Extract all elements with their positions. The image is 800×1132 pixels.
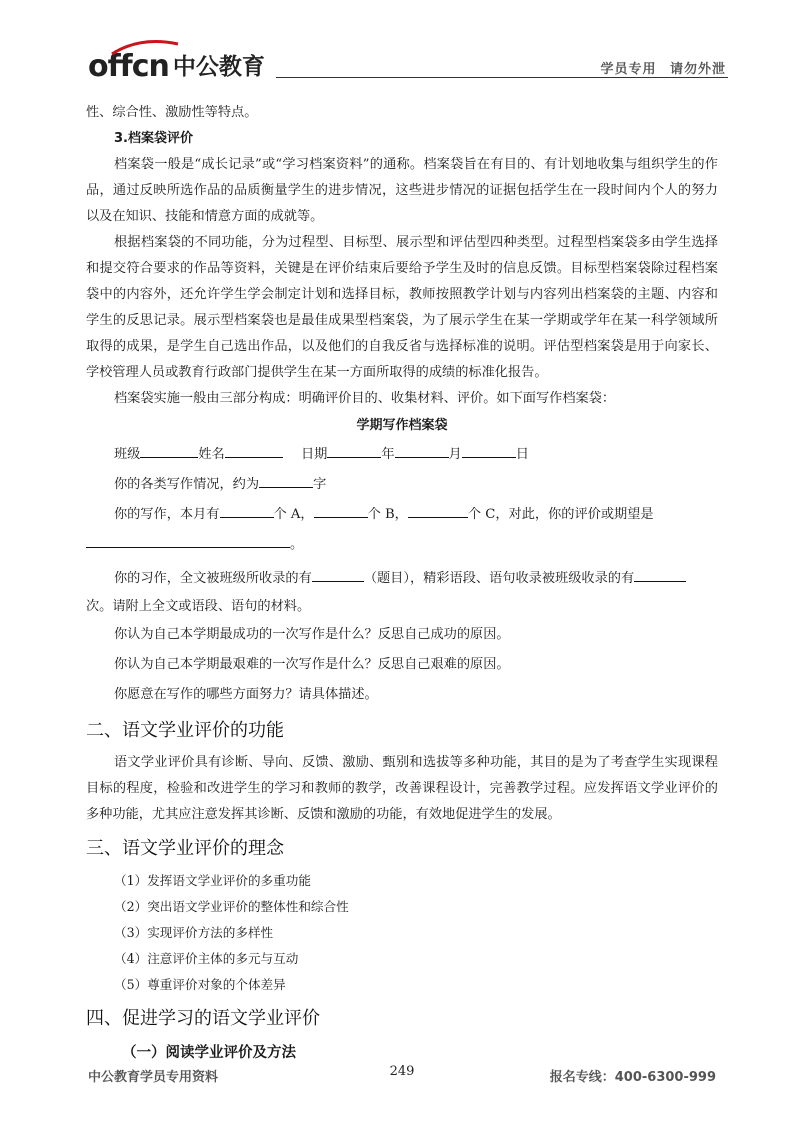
offcn-logo xyxy=(88,42,265,82)
header-tag: 学员专用 请勿外泄 xyxy=(600,62,726,77)
day-blank xyxy=(462,443,516,458)
date-label: 日期 xyxy=(300,447,328,462)
page-header xyxy=(88,34,728,84)
logo-chinese-name: 中公教育 xyxy=(172,54,265,80)
portfolio-heading: 3.档案袋评价 xyxy=(114,131,193,146)
grade-a-blank xyxy=(220,503,274,518)
section-4-heading: 四、促进学习的语文学业评价 xyxy=(86,1008,320,1029)
principle-item-4: （4）注意评价主体的多元与互动 xyxy=(114,951,299,966)
logo-swoosh-icon xyxy=(110,38,180,56)
form-line-collection xyxy=(114,564,718,594)
section-2-heading: 二、语文学业评价的功能 xyxy=(86,720,284,741)
header-rule xyxy=(276,77,728,78)
form-line-class-name-date xyxy=(114,440,718,470)
reflection-question-3: 你愿意在写作的哪些方面努力？请具体描述。 xyxy=(114,687,378,702)
class-label: 班级 xyxy=(114,447,141,462)
continued-text: 性、综合性、激励性等特点。 xyxy=(86,105,258,120)
portfolio-paragraph-3: 档案袋实施一般由三部分构成：明确评价目的、收集材料、评价。如下面写作档案袋： xyxy=(114,391,616,406)
expectation-end: 。 xyxy=(290,537,304,552)
collection-prefix: 你的习作，全文被班级所收录的有 xyxy=(114,571,312,586)
footer-hotline: 报名专线：400-6300-999 xyxy=(549,1070,716,1085)
collection-count-blank xyxy=(634,567,686,582)
month-label: 月 xyxy=(448,447,462,462)
grade-b-blank xyxy=(314,503,368,518)
section-3-heading: 三、语文学业评价的理念 xyxy=(86,838,284,859)
grades-prefix: 你的写作，本月有 xyxy=(114,507,220,522)
reflection-question-1: 你认为自己本学期最成功的一次写作是什么？反思自己成功的原因。 xyxy=(114,627,510,642)
class-blank xyxy=(140,443,198,458)
year-label: 年 xyxy=(381,447,395,462)
grade-a-label: 个 A， xyxy=(273,507,314,522)
grade-b-label: 个 B， xyxy=(367,507,408,522)
grade-c-blank xyxy=(408,503,468,518)
principle-item-5: （5）尊重评价对象的个体差异 xyxy=(114,977,286,992)
collection-title-blank xyxy=(312,567,364,582)
name-blank xyxy=(225,443,283,458)
page-number: 249 xyxy=(389,1064,415,1079)
year-blank xyxy=(327,443,381,458)
logo-wordmark: offcn xyxy=(88,49,169,84)
page-content xyxy=(86,100,718,1068)
page-footer xyxy=(88,1066,716,1086)
collection-end: 次。请附上全文或语段、语句的材料。 xyxy=(86,599,311,614)
name-label: 姓名 xyxy=(198,447,225,462)
footer-label: 中公教育学员专用资料 xyxy=(88,1070,219,1085)
principle-item-1: （1）发挥语文学业评价的多重功能 xyxy=(114,873,311,888)
form-line-expectation xyxy=(86,530,718,560)
collection-middle: （题目），精彩语段、语句收录被班级收录的有 xyxy=(363,571,635,586)
grade-c-label: 个 C，对此，你的评价或期望是 xyxy=(467,507,654,522)
form-line-word-count xyxy=(114,470,718,500)
word-count-blank xyxy=(259,473,313,488)
principle-item-2: （2）突出语文学业评价的整体性和综合性 xyxy=(114,899,349,914)
day-label: 日 xyxy=(515,447,529,462)
word-count-suffix: 字 xyxy=(313,477,327,492)
word-count-prefix: 你的各类写作情况，约为 xyxy=(114,477,260,492)
principle-item-3: （3）实现评价方法的多样性 xyxy=(114,925,274,940)
portfolio-paragraph-1: 档案袋一般是“成长记录”或“学习档案资料”的通称。档案袋旨在有目的、有计划地收集与组织学生的作品，通过反映所选作品的品质衡量学生的进步情况，这些进步情况的证据包括学生在一段时间内个人的努力以及在知识、技能和情意方面的成就等。 xyxy=(86,157,718,224)
section-2-paragraph: 语文学业评价具有诊断、导向、反馈、激励、甄别和选拔等多种功能，其目的是为了考查学生实现课程目标的程度，检验和改进学生的学习和教师的教学，改善课程设计，完善教学过程。应发挥语文学业评价的多种功能，尤其应注意发挥其诊断、反馈和激励的功能，有效地促进学生的发展。 xyxy=(86,755,718,822)
reflection-question-2: 你认为自己本学期最艰难的一次写作是什么？反思自己艰难的原因。 xyxy=(114,657,510,672)
month-blank xyxy=(395,443,449,458)
section-4-subheading: （一）阅读学业评价及方法 xyxy=(122,1045,296,1061)
expectation-blank xyxy=(86,533,290,548)
form-line-grades xyxy=(114,500,718,530)
portfolio-paragraph-2: 根据档案袋的不同功能，分为过程型、目标型、展示型和评估型四种类型。过程型档案袋多由学生选择和提交符合要求的作品等资料，关键是在评价结束后要给予学生及时的信息反馈。目标型档案袋除过程档案袋中的内容外，还允许学生学会制定计划和选择目标，教师按照教学计划与内容列出档案袋的主题、内容和学生的反思记录。展示型档案袋也是最佳成果型档案袋，为了展示学生在某一学期或学年在某一科学领域所取得的成果，是学生自己选出作品，以及他们的自我反省与选择标准的说明。评估型档案袋是用于向家长、学校管理人员或教育行政部门提供学生在某一方面所取得的成绩的标准化报告。 xyxy=(86,235,718,380)
form-title: 学期写作档案袋 xyxy=(356,418,448,433)
